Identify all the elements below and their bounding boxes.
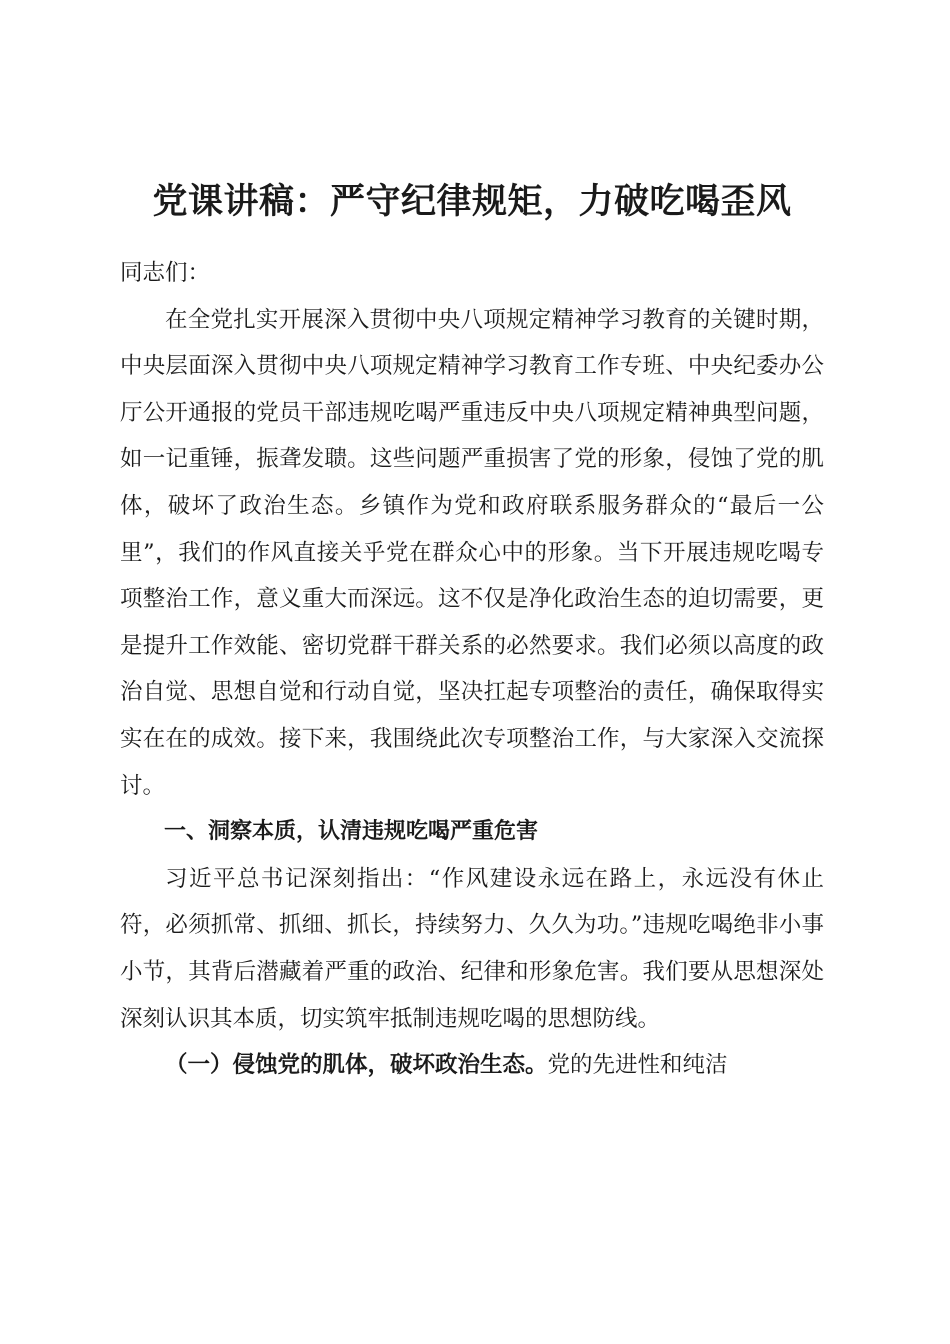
subsection-1-paragraph bbox=[120, 1042, 824, 1089]
document-title: 党课讲稿：严守纪律规矩，力破吃喝歪风 bbox=[152, 182, 792, 222]
section-1-paragraph: 习近平总书记深刻指出：“作风建设永远在路上，永远没有休止符，必须抓常、抓细、抓长，持续努力、久久为功。”违规吃喝绝非小事小节，其背后潜藏着严重的政治、纪律和形象危害。我们要从思想深处深刻认识其本质，切实筑牢抵制违规吃喝的思想防线。 bbox=[120, 865, 824, 1032]
subsection-1-label: （一）侵蚀党的肌体，破坏政治生态。 bbox=[165, 1052, 548, 1079]
section-heading-1: 一、洞察本质，认清违规吃喝严重危害 bbox=[164, 819, 539, 845]
salutation: 同志们： bbox=[120, 260, 211, 286]
document-body bbox=[120, 250, 824, 1089]
intro-paragraph: 在全党扎实开展深入贯彻中央八项规定精神学习教育的关键时期，中央层面深入贯彻中央八项规定精神学习教育工作专班、中央纪委办公厅公开通报的党员干部违规吃喝严重违反中央八项规定精神典型问题，如一记重锤，振聋发聩。这些问题严重损害了党的形象，侵蚀了党的肌体，破坏了政治生态。乡镇作为党和政府联系服务群众的“最后一公里”，我们的作风直接关乎党在群众心中的形象。当下开展违规吃喝专项整治工作，意义重大而深远。这不仅是净化政治生态的迫切需要，更是提升工作效能、密切党群干群关系的必然要求。我们必须以高度的政治自觉、思想自觉和行动自觉，坚决扛起专项整治的责任，确保取得实实在在的成效。接下来，我围绕此次专项整治工作，与大家深入交流探讨。 bbox=[120, 306, 824, 799]
subsection-1-text: 党的先进性和纯洁 bbox=[547, 1052, 728, 1079]
